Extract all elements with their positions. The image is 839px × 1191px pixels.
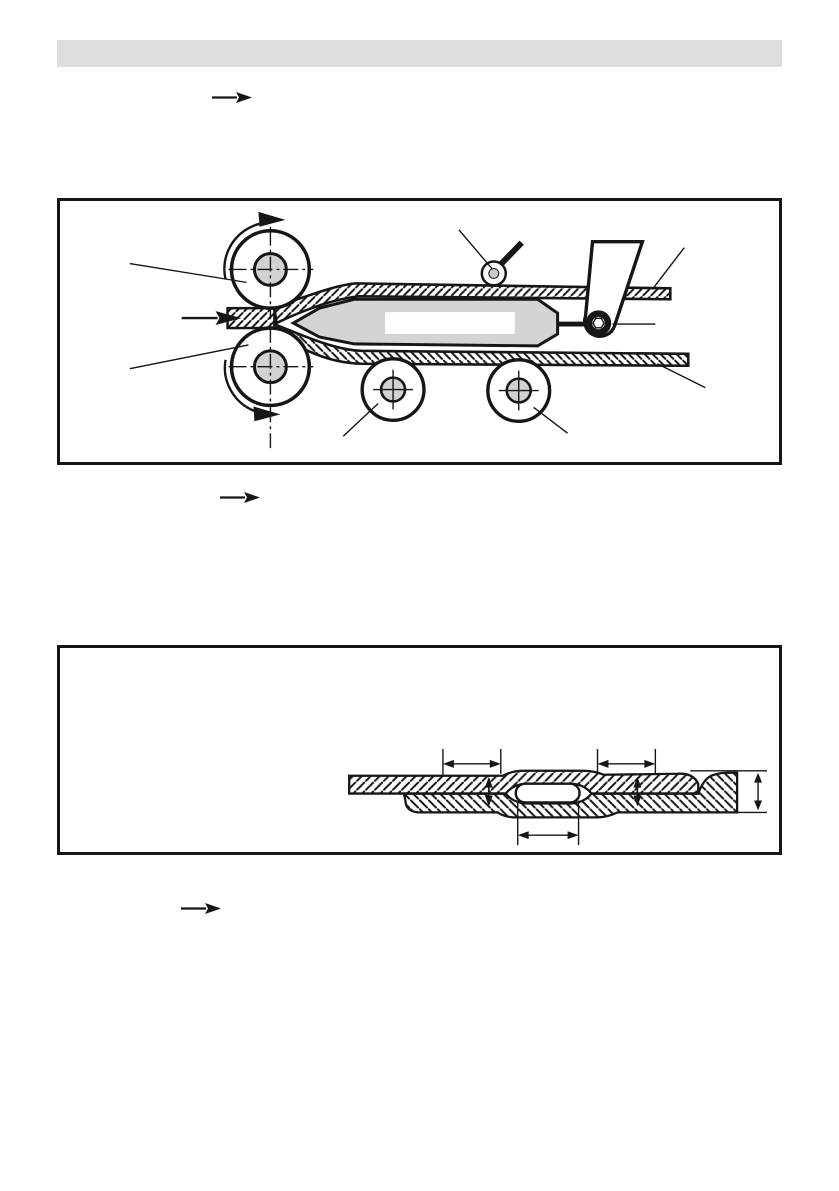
pivot-bolt [589,314,608,333]
blank-lower-page [0,950,839,1191]
figure-2-drawing [60,648,779,852]
bullet-1 arrow-right-icon [211,90,253,105]
figure-1-box [57,198,782,465]
figure-1-drawing [60,201,779,462]
support-roller-left [362,359,424,421]
bullet-3 arrow-right-icon [180,901,222,916]
bullet-2 arrow-right-icon [219,490,261,505]
dim-top-left [443,749,501,777]
blank-label-plate [385,312,515,334]
oval-channel [516,784,580,803]
dim-top-right [598,749,656,775]
header-bar [57,40,782,67]
figure-2-box [57,645,782,855]
